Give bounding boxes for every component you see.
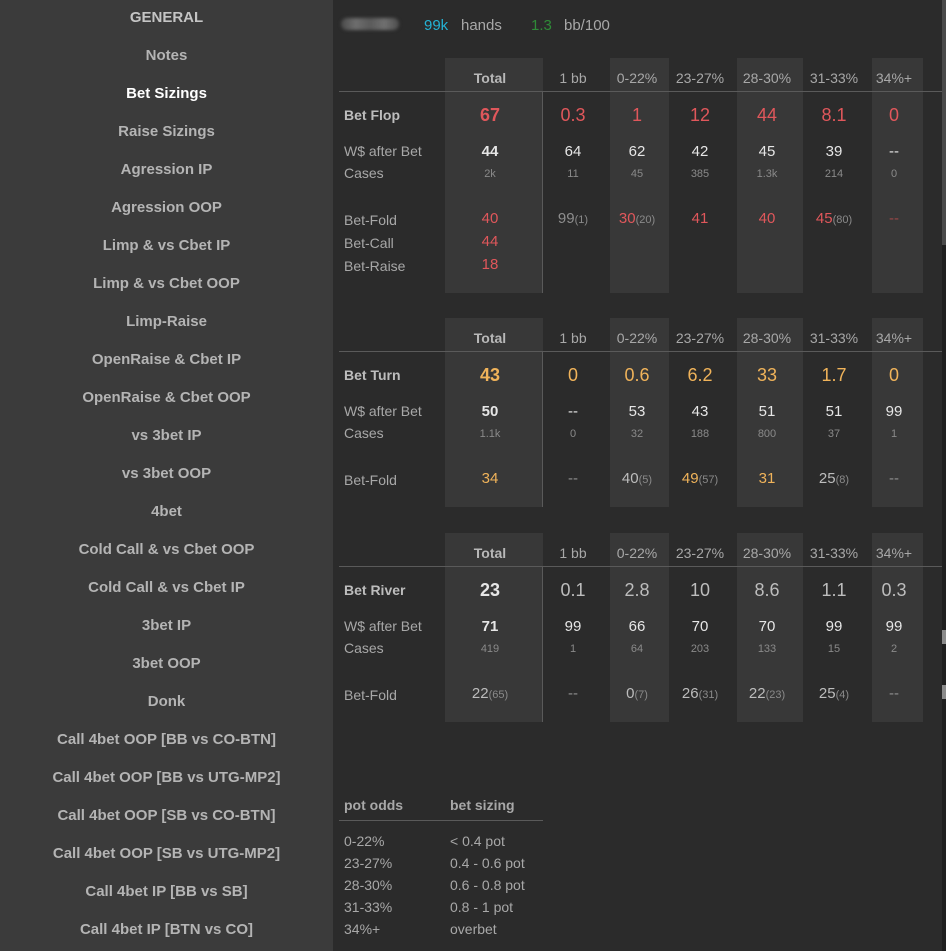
cases-value: 1.1k xyxy=(479,428,501,440)
betfold-number: 26 xyxy=(681,685,699,702)
wsd-value: 51 xyxy=(825,403,843,420)
cases-value: 64 xyxy=(630,643,644,655)
wsd-value: 70 xyxy=(691,618,709,635)
sidebar-item[interactable]: Notes xyxy=(145,47,188,64)
bet-value: 44 xyxy=(756,105,778,125)
legend-bet-sizing: < 0.4 pot xyxy=(450,833,505,849)
betfold-value xyxy=(603,685,671,702)
betfold-number: -- xyxy=(889,210,899,227)
sidebar-item[interactable]: 3bet IP xyxy=(141,617,192,634)
sidebar-item[interactable]: OpenRaise & Cbet IP xyxy=(91,351,242,368)
betfold-number: 22 xyxy=(471,685,489,702)
river-title: Bet River xyxy=(344,582,406,598)
wsd-value: 99 xyxy=(564,618,582,635)
cases-value: 11 xyxy=(567,168,579,180)
column-header: 23-27% xyxy=(675,545,725,561)
bet-value: 0 xyxy=(888,105,899,125)
betfold-number: 41 xyxy=(691,210,709,227)
bet-value: 10 xyxy=(689,580,711,600)
bet-value: 0.1 xyxy=(560,580,586,600)
header-divider xyxy=(339,91,942,92)
bet-value: 43 xyxy=(479,365,501,385)
betfold-label: Bet-Fold xyxy=(344,687,397,703)
wsd-value: 43 xyxy=(691,403,709,420)
betfold-number: 30 xyxy=(618,210,636,227)
cases-label: Cases xyxy=(344,640,384,656)
legend-pot-odds: 34%+ xyxy=(344,921,381,937)
bet-value: 8.6 xyxy=(754,580,780,600)
column-header: Total xyxy=(473,545,507,561)
player-name-blurred xyxy=(341,18,399,30)
betcall-value: 44 xyxy=(481,233,499,250)
betfold-number: 25 xyxy=(818,470,836,487)
betfold-sample: (8) xyxy=(835,474,850,486)
cases-value: 1 xyxy=(569,643,577,655)
column-header: Total xyxy=(473,70,507,86)
betfold-value xyxy=(539,470,607,487)
column-header: 1 bb xyxy=(559,330,587,346)
betfold-number: 22 xyxy=(748,685,766,702)
column-header: 23-27% xyxy=(675,330,725,346)
betfold-number: -- xyxy=(568,470,578,487)
legend-bet-sizing: 0.4 - 0.6 pot xyxy=(450,855,525,871)
betfold-label: Bet-Fold xyxy=(344,472,397,488)
scrollbar-thumb[interactable] xyxy=(942,0,946,245)
bet-value: 8.1 xyxy=(821,105,847,125)
legend-pot-odds: 28-30% xyxy=(344,877,393,893)
wsd-value: -- xyxy=(889,143,899,160)
column-header: 28-30% xyxy=(742,545,792,561)
betfold-value xyxy=(800,685,868,702)
bet-value: 0.3 xyxy=(881,580,907,600)
wsd-value: 44 xyxy=(481,143,499,160)
bet-value: 1 xyxy=(631,105,642,125)
scrollbar-marker xyxy=(942,630,946,644)
cases-value: 0 xyxy=(569,428,577,440)
bet-value: 33 xyxy=(756,365,778,385)
winrate-value: 1.3 xyxy=(531,17,552,34)
wsd-label: W$ after Bet xyxy=(344,143,422,159)
wsd-value: 42 xyxy=(691,143,709,160)
sidebar-item[interactable]: Cold Call & vs Cbet OOP xyxy=(78,541,255,558)
betfold-value xyxy=(800,210,868,227)
cases-value: 1 xyxy=(890,428,898,440)
betfold-number: 40 xyxy=(621,470,639,487)
sidebar-item[interactable]: vs 3bet IP xyxy=(131,427,202,444)
hands-count: 99k xyxy=(424,17,449,34)
cases-value: 800 xyxy=(757,428,777,440)
betfold-sample: (1) xyxy=(574,214,589,226)
cases-value: 32 xyxy=(630,428,644,440)
sidebar-item[interactable]: Bet Sizings xyxy=(126,85,207,102)
sidebar-item[interactable]: 3bet OOP xyxy=(132,655,201,672)
sidebar-item[interactable]: Limp & vs Cbet IP xyxy=(102,237,231,254)
betfold-number: 99 xyxy=(557,210,575,227)
betfold-number: 49 xyxy=(681,470,699,487)
wsd-value: 39 xyxy=(825,143,843,160)
sidebar-item[interactable]: Limp & vs Cbet OOP xyxy=(93,275,240,292)
betfold-number: 25 xyxy=(818,685,836,702)
sidebar-item[interactable]: Call 4bet OOP [BB vs CO-BTN] xyxy=(57,731,276,748)
sidebar-item[interactable]: Limp-Raise xyxy=(126,313,207,330)
legend-bet-sizing: overbet xyxy=(450,921,497,937)
sidebar-item[interactable]: Agression OOP xyxy=(111,199,222,216)
bet-value: 0.3 xyxy=(560,105,586,125)
wsd-value: 51 xyxy=(758,403,776,420)
header-divider xyxy=(339,351,942,352)
legend-divider xyxy=(339,820,543,821)
column-header: 34%+ xyxy=(875,330,913,346)
betfold-number: 45 xyxy=(815,210,833,227)
column-header: 34%+ xyxy=(875,70,913,86)
bet-value: 6.2 xyxy=(687,365,713,385)
cases-value: 2 xyxy=(890,643,898,655)
betraise-value: 18 xyxy=(481,256,499,273)
wsd-value: 70 xyxy=(758,618,776,635)
cases-value: 37 xyxy=(827,428,841,440)
betfold-sample: (20) xyxy=(635,214,656,226)
bet-value: 0 xyxy=(888,365,899,385)
betfold-value xyxy=(733,470,801,487)
cases-label: Cases xyxy=(344,165,384,181)
betfold-value xyxy=(666,470,734,487)
bet-value: 1.1 xyxy=(821,580,847,600)
betfold-number: 31 xyxy=(758,470,776,487)
column-header: 23-27% xyxy=(675,70,725,86)
betfold-number: -- xyxy=(889,470,899,487)
wsd-label: W$ after Bet xyxy=(344,618,422,634)
betfold-sample: (4) xyxy=(835,689,850,701)
betfold-number: 34 xyxy=(481,470,499,487)
betfold-value xyxy=(666,210,734,227)
flop-title: Bet Flop xyxy=(344,107,400,123)
betfold-value xyxy=(860,470,928,487)
betfold-value xyxy=(456,685,524,702)
cases-value: 15 xyxy=(827,643,841,655)
column-header: 31-33% xyxy=(809,545,859,561)
betfold-sample: (23) xyxy=(765,689,786,701)
scrollbar-marker xyxy=(942,685,946,699)
column-header: Total xyxy=(473,330,507,346)
column-header: 1 bb xyxy=(559,545,587,561)
bet-value: 67 xyxy=(479,105,501,125)
sidebar-item[interactable]: OpenRaise & Cbet OOP xyxy=(82,389,251,406)
betfold-value xyxy=(733,210,801,227)
wsd-value: 64 xyxy=(564,143,582,160)
column-header: 0-22% xyxy=(616,330,658,346)
sidebar-item[interactable]: 4bet xyxy=(151,503,182,520)
sidebar-item[interactable]: vs 3bet OOP xyxy=(121,465,212,482)
legend-pot-odds: 31-33% xyxy=(344,899,393,915)
cases-value: 188 xyxy=(690,428,710,440)
wsd-value: 62 xyxy=(628,143,646,160)
betfold-sample: (57) xyxy=(698,474,719,486)
sidebar-item[interactable]: Agression IP xyxy=(120,161,213,178)
cases-value: 2k xyxy=(484,168,496,180)
column-header: 34%+ xyxy=(875,545,913,561)
cases-value: 419 xyxy=(480,643,500,655)
column-header: 28-30% xyxy=(742,330,792,346)
cases-value: 203 xyxy=(690,643,710,655)
betfold-sample: (7) xyxy=(634,689,648,701)
betfold-value xyxy=(860,685,928,702)
column-header: 31-33% xyxy=(809,70,859,86)
bet-value: 2.8 xyxy=(624,580,650,600)
sidebar-item[interactable]: Donk xyxy=(147,693,186,710)
bet-value: 23 xyxy=(479,580,501,600)
sidebar-item[interactable]: GENERAL xyxy=(129,9,204,26)
betfold-value xyxy=(733,685,801,702)
betcall-label: Bet-Call xyxy=(344,235,394,251)
wsd-value: 45 xyxy=(758,143,776,160)
legend-pot-odds: 23-27% xyxy=(344,855,393,871)
betfold-sample: (80) xyxy=(832,214,853,226)
legend-bet-sizing: 0.6 - 0.8 pot xyxy=(450,877,525,893)
main-panel xyxy=(333,0,946,951)
sidebar xyxy=(0,0,333,951)
cases-value: 214 xyxy=(824,168,844,180)
betfold-value xyxy=(603,210,671,227)
turn-title: Bet Turn xyxy=(344,367,401,383)
cases-value: 0 xyxy=(890,168,898,180)
wsd-value: 99 xyxy=(825,618,843,635)
cases-value: 1.3k xyxy=(756,168,778,180)
cases-value: 45 xyxy=(630,168,644,180)
column-header: 0-22% xyxy=(616,545,658,561)
wsd-value: 66 xyxy=(628,618,646,635)
bet-value: 0.6 xyxy=(624,365,650,385)
wsd-value: 53 xyxy=(628,403,646,420)
hands-label: hands xyxy=(461,17,502,34)
column-header: 0-22% xyxy=(616,70,658,86)
column-header: 31-33% xyxy=(809,330,859,346)
legend-header-pot-odds: pot odds xyxy=(344,797,404,813)
betfold-sample: (31) xyxy=(698,689,719,701)
legend-pot-odds: 0-22% xyxy=(344,833,385,849)
betfold-number: 40 xyxy=(481,210,499,227)
wsd-value: -- xyxy=(568,403,578,420)
betfold-number: 40 xyxy=(758,210,776,227)
betfold-sample: (5) xyxy=(638,474,653,486)
betfold-sample: (65) xyxy=(488,689,509,701)
cases-value: 385 xyxy=(690,168,710,180)
bet-value: 0 xyxy=(567,365,578,385)
betfold-value xyxy=(860,210,928,227)
betfold-value xyxy=(456,470,524,487)
betfold-number: -- xyxy=(568,685,578,702)
betfold-number: 0 xyxy=(626,685,635,702)
cases-label: Cases xyxy=(344,425,384,441)
bet-value: 12 xyxy=(689,105,711,125)
legend-bet-sizing: 0.8 - 1 pot xyxy=(450,899,514,915)
betraise-label: Bet-Raise xyxy=(344,258,406,274)
legend-header-bet-sizing: bet sizing xyxy=(450,797,515,813)
bet-value: 1.7 xyxy=(821,365,847,385)
scrollbar[interactable] xyxy=(942,0,946,951)
sidebar-item[interactable]: Call 4bet OOP [SB vs UTG-MP2] xyxy=(52,845,281,862)
cases-value: 133 xyxy=(757,643,777,655)
betfold-number: -- xyxy=(889,685,899,702)
sidebar-item[interactable]: Call 4bet IP [BTN vs CO] xyxy=(79,921,254,938)
wsd-value: 99 xyxy=(885,403,903,420)
betfold-value xyxy=(539,685,607,702)
sidebar-item[interactable]: Raise Sizings xyxy=(118,123,215,140)
sidebar-item[interactable]: Call 4bet OOP [SB vs CO-BTN] xyxy=(57,807,276,824)
betfold-value xyxy=(539,210,607,227)
sidebar-item[interactable]: Cold Call & vs Cbet IP xyxy=(88,579,245,596)
betfold-value xyxy=(800,470,868,487)
wsd-value: 99 xyxy=(885,618,903,635)
wsd-value: 71 xyxy=(481,618,499,635)
sidebar-item[interactable]: Call 4bet OOP [BB vs UTG-MP2] xyxy=(52,769,281,786)
winrate-label: bb/100 xyxy=(564,17,610,34)
sidebar-item[interactable]: Call 4bet IP [BB vs SB] xyxy=(85,883,248,900)
header-divider xyxy=(339,566,942,567)
betfold-value xyxy=(666,685,734,702)
betfold-value xyxy=(603,470,671,487)
column-header: 1 bb xyxy=(559,70,587,86)
wsd-label: W$ after Bet xyxy=(344,403,422,419)
betfold-value xyxy=(456,210,524,227)
column-header: 28-30% xyxy=(742,70,792,86)
betfold-label: Bet-Fold xyxy=(344,212,397,228)
wsd-value: 50 xyxy=(481,403,499,420)
